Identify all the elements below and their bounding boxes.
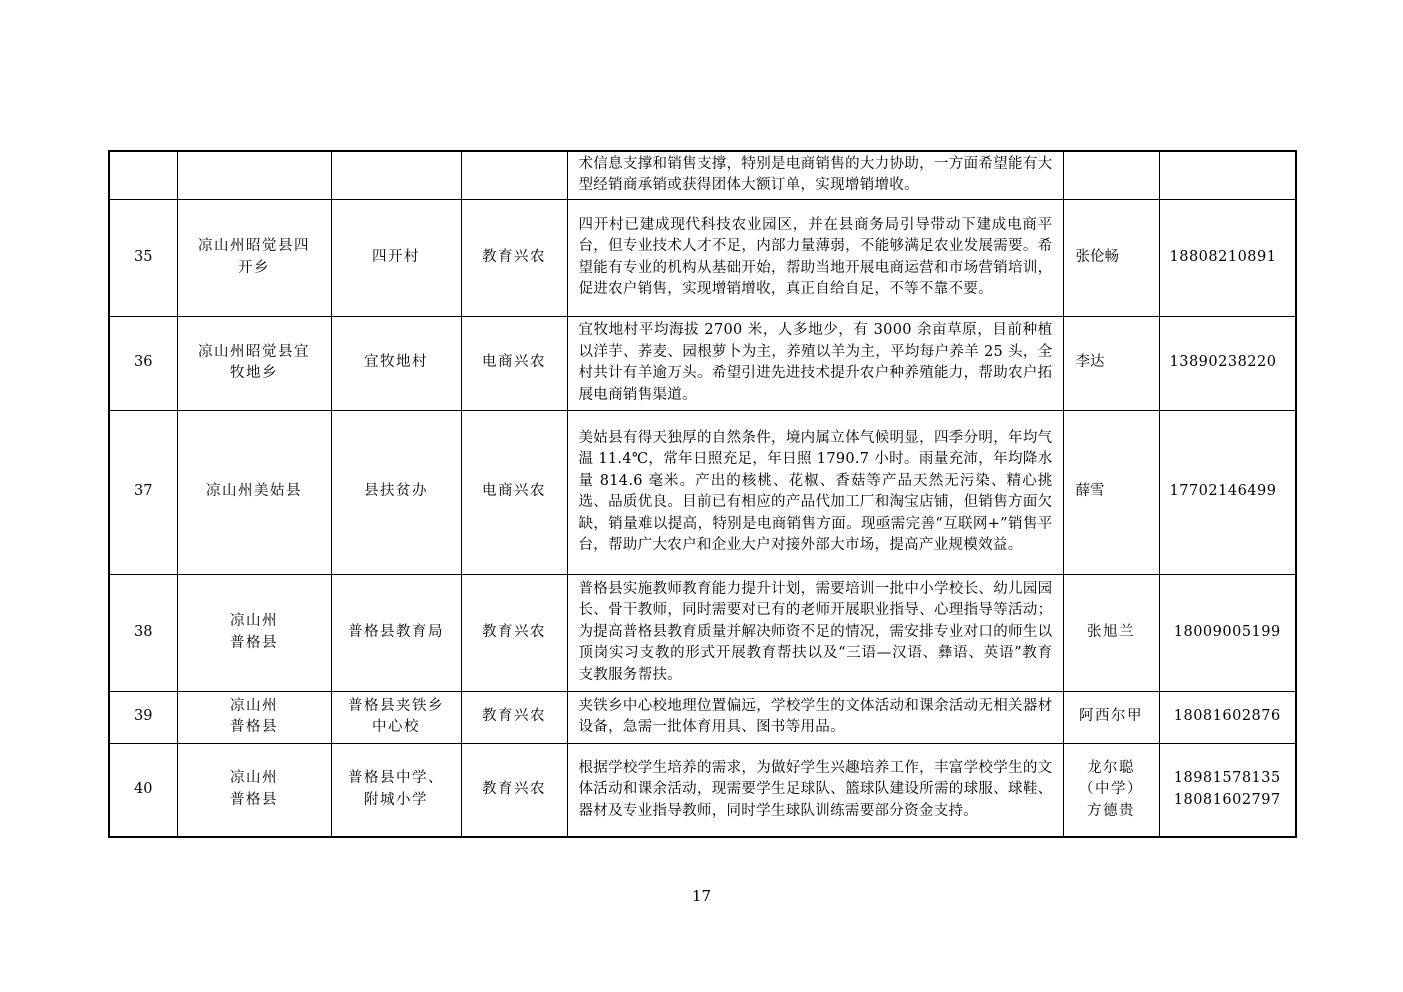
phone-cell bbox=[1159, 410, 1296, 574]
contact-line: 方德贵 bbox=[1087, 802, 1135, 819]
contact-cell bbox=[1063, 691, 1159, 743]
description-cell: 普格县实施教师教育能力提升计划，需要培训一批中小学校长、幼儿园园长、骨干教师，同时需要对已有的老师开展职业指导、心理指导等活动；为提高普格县教育质量并解决师资不足的情况，需安排专业对口的师生以顶岗实习支教的形式开展教育帮扶以及“三语—汉语、彝语、英语”教育支教服务帮扶。 bbox=[567, 574, 1063, 691]
phone-line: 18981578135 bbox=[1173, 770, 1281, 787]
row-number-cell: 37 bbox=[109, 410, 177, 574]
region-line: 普格县 bbox=[230, 719, 278, 735]
type-cell: 教育兴农 bbox=[461, 691, 567, 743]
region-line: 凉山州 bbox=[230, 697, 278, 714]
table-row bbox=[109, 316, 1296, 410]
region-cell bbox=[177, 199, 331, 316]
contact-line: （中学） bbox=[1079, 781, 1143, 797]
type-cell: 教育兴农 bbox=[461, 743, 567, 837]
region-line: 凉山州 bbox=[230, 613, 278, 629]
contact-cell bbox=[1063, 574, 1159, 691]
unit-cell bbox=[331, 743, 461, 837]
region-cell bbox=[177, 691, 331, 743]
type-cell bbox=[461, 151, 567, 199]
region-line: 普格县 bbox=[230, 791, 278, 808]
row-number-cell: 39 bbox=[109, 691, 177, 743]
unit-line: 宜牧地村 bbox=[364, 354, 428, 371]
table-row bbox=[109, 574, 1296, 691]
unit-cell bbox=[331, 316, 461, 410]
row-number-cell: 35 bbox=[109, 199, 177, 316]
region-line: 凉山州美姑县 bbox=[206, 483, 302, 500]
phone-cell bbox=[1159, 743, 1296, 837]
table-row bbox=[109, 691, 1296, 743]
description-cell: 四开村已建成现代科技农业园区，并在县商务局引导带动下建成电商平台，但专业技术人才不足，内部力量薄弱，不能够满足农业发展需要。希望能有专业的机构从基础开始，帮助当地开展电商运营和市场营销培训，促进农户销售，实现增销增收，真正自给自足，不等不靠不要。 bbox=[567, 199, 1063, 316]
type-cell: 教育兴农 bbox=[461, 574, 567, 691]
phone-line: 18081602876 bbox=[1173, 708, 1281, 725]
row-number-cell: 38 bbox=[109, 574, 177, 691]
region-cell bbox=[177, 410, 331, 574]
unit-line: 县扶贫办 bbox=[364, 483, 428, 500]
contact-line: 李达 bbox=[1075, 354, 1105, 371]
type-cell: 电商兴农 bbox=[461, 410, 567, 574]
table-row bbox=[109, 199, 1296, 316]
project-table bbox=[108, 150, 1297, 838]
contact-cell bbox=[1063, 410, 1159, 574]
unit-cell bbox=[331, 691, 461, 743]
region-line: 开乡 bbox=[238, 259, 270, 276]
phone-cell bbox=[1159, 574, 1296, 691]
phone-cell bbox=[1159, 199, 1296, 316]
table-row bbox=[109, 151, 1296, 199]
contact-line: 阿西尔甲 bbox=[1079, 708, 1143, 725]
phone-cell bbox=[1159, 151, 1296, 199]
contact-cell bbox=[1063, 199, 1159, 316]
unit-line: 四开村 bbox=[372, 248, 420, 265]
region-cell bbox=[177, 316, 331, 410]
unit-line: 普格县中学、 bbox=[348, 770, 444, 787]
page-number: 17 bbox=[691, 887, 712, 905]
table-row bbox=[109, 410, 1296, 574]
table-row bbox=[109, 743, 1296, 837]
region-line: 普格县 bbox=[230, 634, 278, 651]
unit-cell bbox=[331, 151, 461, 199]
unit-cell bbox=[331, 199, 461, 316]
region-line: 凉山州 bbox=[230, 770, 278, 787]
unit-line: 中心校 bbox=[372, 719, 420, 735]
region-line: 牧地乡 bbox=[230, 365, 278, 381]
contact-cell bbox=[1063, 151, 1159, 199]
type-cell: 教育兴农 bbox=[461, 199, 567, 316]
phone-line: 13890238220 bbox=[1169, 354, 1277, 371]
contact-cell bbox=[1063, 743, 1159, 837]
region-line: 凉山州昭觉县四 bbox=[198, 238, 310, 254]
contact-cell bbox=[1063, 316, 1159, 410]
region-cell bbox=[177, 574, 331, 691]
contact-line: 薛雪 bbox=[1075, 483, 1105, 500]
phone-line: 18808210891 bbox=[1169, 248, 1277, 265]
description-cell: 术信息支撑和销售支撑，特别是电商销售的大力协助，一方面希望能有大型经销商承销或获得团体大额订单，实现增销增收。 bbox=[567, 151, 1063, 199]
region-cell bbox=[177, 151, 331, 199]
unit-line: 附城小学 bbox=[364, 791, 428, 808]
phone-line: 17702146499 bbox=[1169, 483, 1277, 500]
contact-line: 张伦畅 bbox=[1075, 248, 1119, 265]
row-number-cell bbox=[109, 151, 177, 199]
phone-line: 18081602797 bbox=[1173, 791, 1281, 808]
description-cell: 夹铁乡中心校地理位置偏远，学校学生的文体活动和课余活动无相关器材设备，急需一批体育用具、图书等用品。 bbox=[567, 691, 1063, 743]
row-number-cell: 40 bbox=[109, 743, 177, 837]
phone-cell bbox=[1159, 316, 1296, 410]
unit-cell bbox=[331, 410, 461, 574]
region-cell bbox=[177, 743, 331, 837]
unit-line: 普格县教育局 bbox=[348, 623, 444, 640]
unit-line: 普格县夹铁乡 bbox=[348, 697, 444, 714]
unit-cell bbox=[331, 574, 461, 691]
description-cell: 美姑县有得天独厚的自然条件，境内属立体气候明显，四季分明，年均气温 11.4℃，常年日照充足，年日照 1790.7 小时。雨量充沛，年均降水量 814.6 毫米。产出的核桃、花椒、香菇等产品天然无污染、精心挑选、品质优良。目前已有相应的产品代加工厂和淘宝店铺，但销售方面欠缺，销量难以提高，特别是电商销售方面。现亟需完善“互联网+”销售平台，帮助广大农户和企业大户对接外部大市场，提高产业规模效益。 bbox=[567, 410, 1063, 574]
type-cell: 电商兴农 bbox=[461, 316, 567, 410]
phone-line: 18009005199 bbox=[1173, 623, 1281, 640]
contact-line: 张旭兰 bbox=[1087, 623, 1135, 640]
phone-cell bbox=[1159, 691, 1296, 743]
region-line: 凉山州昭觉县宜 bbox=[198, 343, 310, 360]
row-number-cell: 36 bbox=[109, 316, 177, 410]
description-cell: 根据学校学生培养的需求，为做好学生兴趣培养工作，丰富学校学生的文体活动和课余活动，现需要学生足球队、篮球队建设所需的球服、球鞋、器材及专业指导教师，同时学生球队训练需要部分资金支持。 bbox=[567, 743, 1063, 837]
description-cell: 宜牧地村平均海拔 2700 米，人多地少，有 3000 余亩草原，目前种植以洋芋、荞麦、园根萝卜为主，养殖以羊为主，平均每户养羊 25 头，全村共计有羊逾万头。希望引进先进技术提升农户种养殖能力，帮助农户拓展电商销售渠道。 bbox=[567, 316, 1063, 410]
contact-line: 龙尔聪 bbox=[1087, 759, 1135, 776]
